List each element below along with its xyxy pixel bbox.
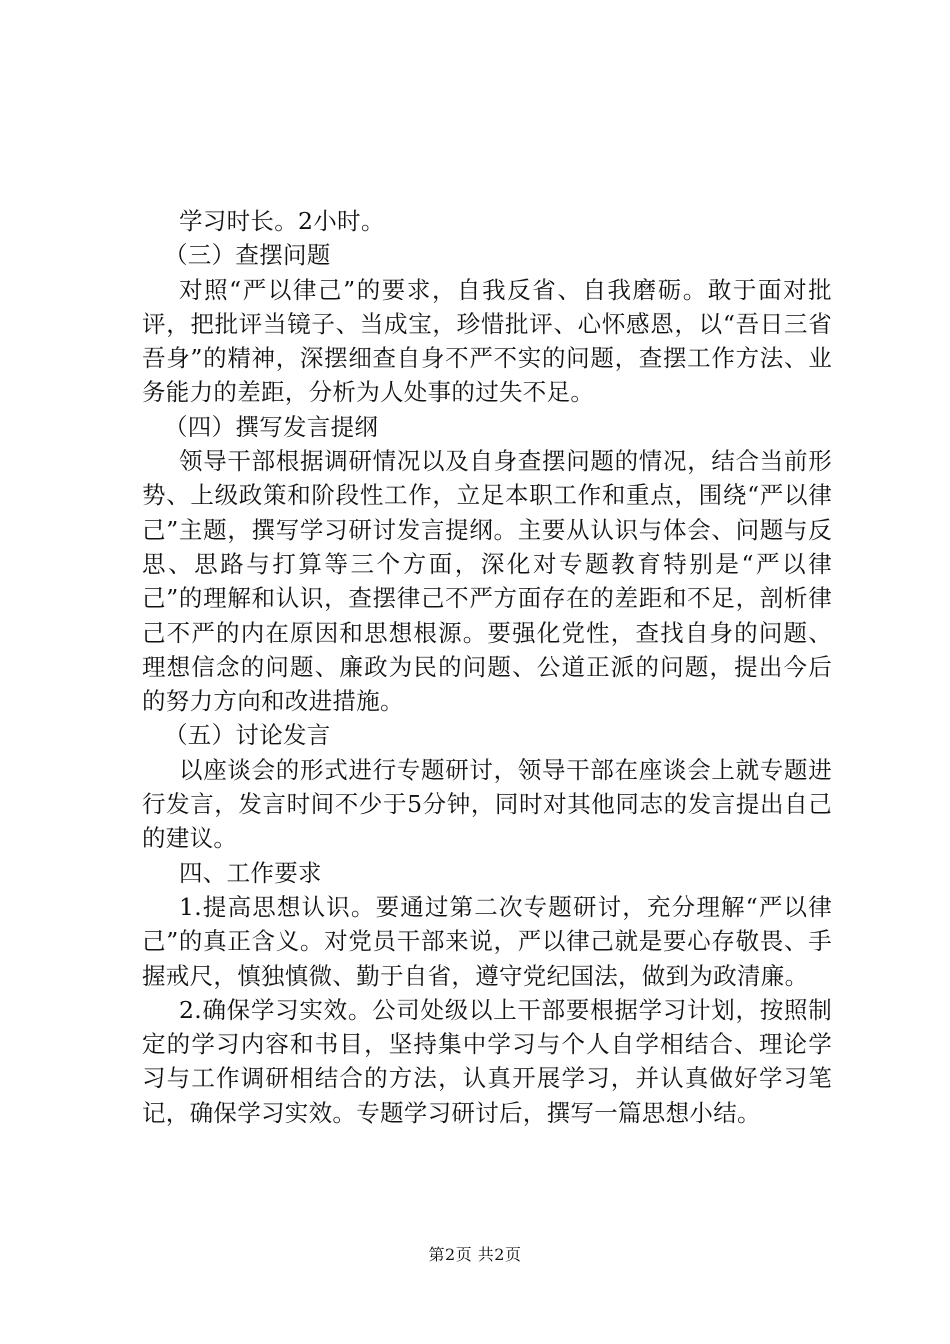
document-body bbox=[142, 204, 832, 1130]
page-footer bbox=[0, 1244, 950, 1266]
section-heading-write-outline: （四）撰写发言提纲 bbox=[164, 412, 379, 441]
paragraph-study-duration: 学习时长。2小时。 bbox=[179, 207, 385, 235]
paragraph-check-problems: 对照“严以律己”的要求，自我反省、自我磨砺。敢于面对批评，把批评当镜子、当成宝，珍惜批评、心怀感恩，以“吾日三省吾身”的精神，深摆细查自身不严不实的问题，查摆工作方法、业务能力的差距，分析为人处事的过失不足。 bbox=[142, 275, 832, 407]
paragraph-write-outline: 领导干部根据调研情况以及自身查摆问题的情况，结合当前形势、上级政策和阶段性工作，立足本职工作和重点，围绕“严以律己”主题，撰写学习研讨发言提纲。主要从认识与体会、问题与反思、思路与打算等三个方面，深化对专题教育特别是“严以律己”的理解和认识，查摆律己不严方面存在的差距和不足，剖析律己不严的内在原因和思想根源。要强化党性，查找自身的问题、理想信念的问题、廉政为民的问题、公道正派的问题，提出今后的努力方向和改进措施。 bbox=[142, 447, 832, 716]
paragraph-discussion: 以座谈会的形式进行专题研讨，领导干部在座谈会上就专题进行发言，发言时间不少于5分钟，同时对其他同志的发言提出自己的建议。 bbox=[142, 755, 832, 853]
paragraph-requirement-1: 1.提高思想认识。要通过第二次专题研讨，充分理解“严以律己”的真正含义。对党员干部来说，严以律己就是要心存敬畏、手握戒尺，慎独慎微、勤于自省，遵守党纪国法，做到为政清廉。 bbox=[142, 892, 832, 990]
section-heading-work-requirements: 四、工作要求 bbox=[179, 858, 322, 887]
paragraph-requirement-2: 2.确保学习实效。公司处级以上干部要根据学习计划，按照制定的学习内容和书目，坚持集中学习与个人自学相结合、理论学习与工作调研相结合的方法，认真开展学习，并认真做好学习笔记，确保学习实效。专题学习研讨后，撰写一篇思想小结。 bbox=[142, 995, 832, 1127]
section-heading-discussion: （五）讨论发言 bbox=[164, 721, 331, 750]
section-heading-check-problems: （三）查摆问题 bbox=[164, 241, 331, 270]
page-number-label: 第2页 共2页 bbox=[428, 1245, 522, 1264]
